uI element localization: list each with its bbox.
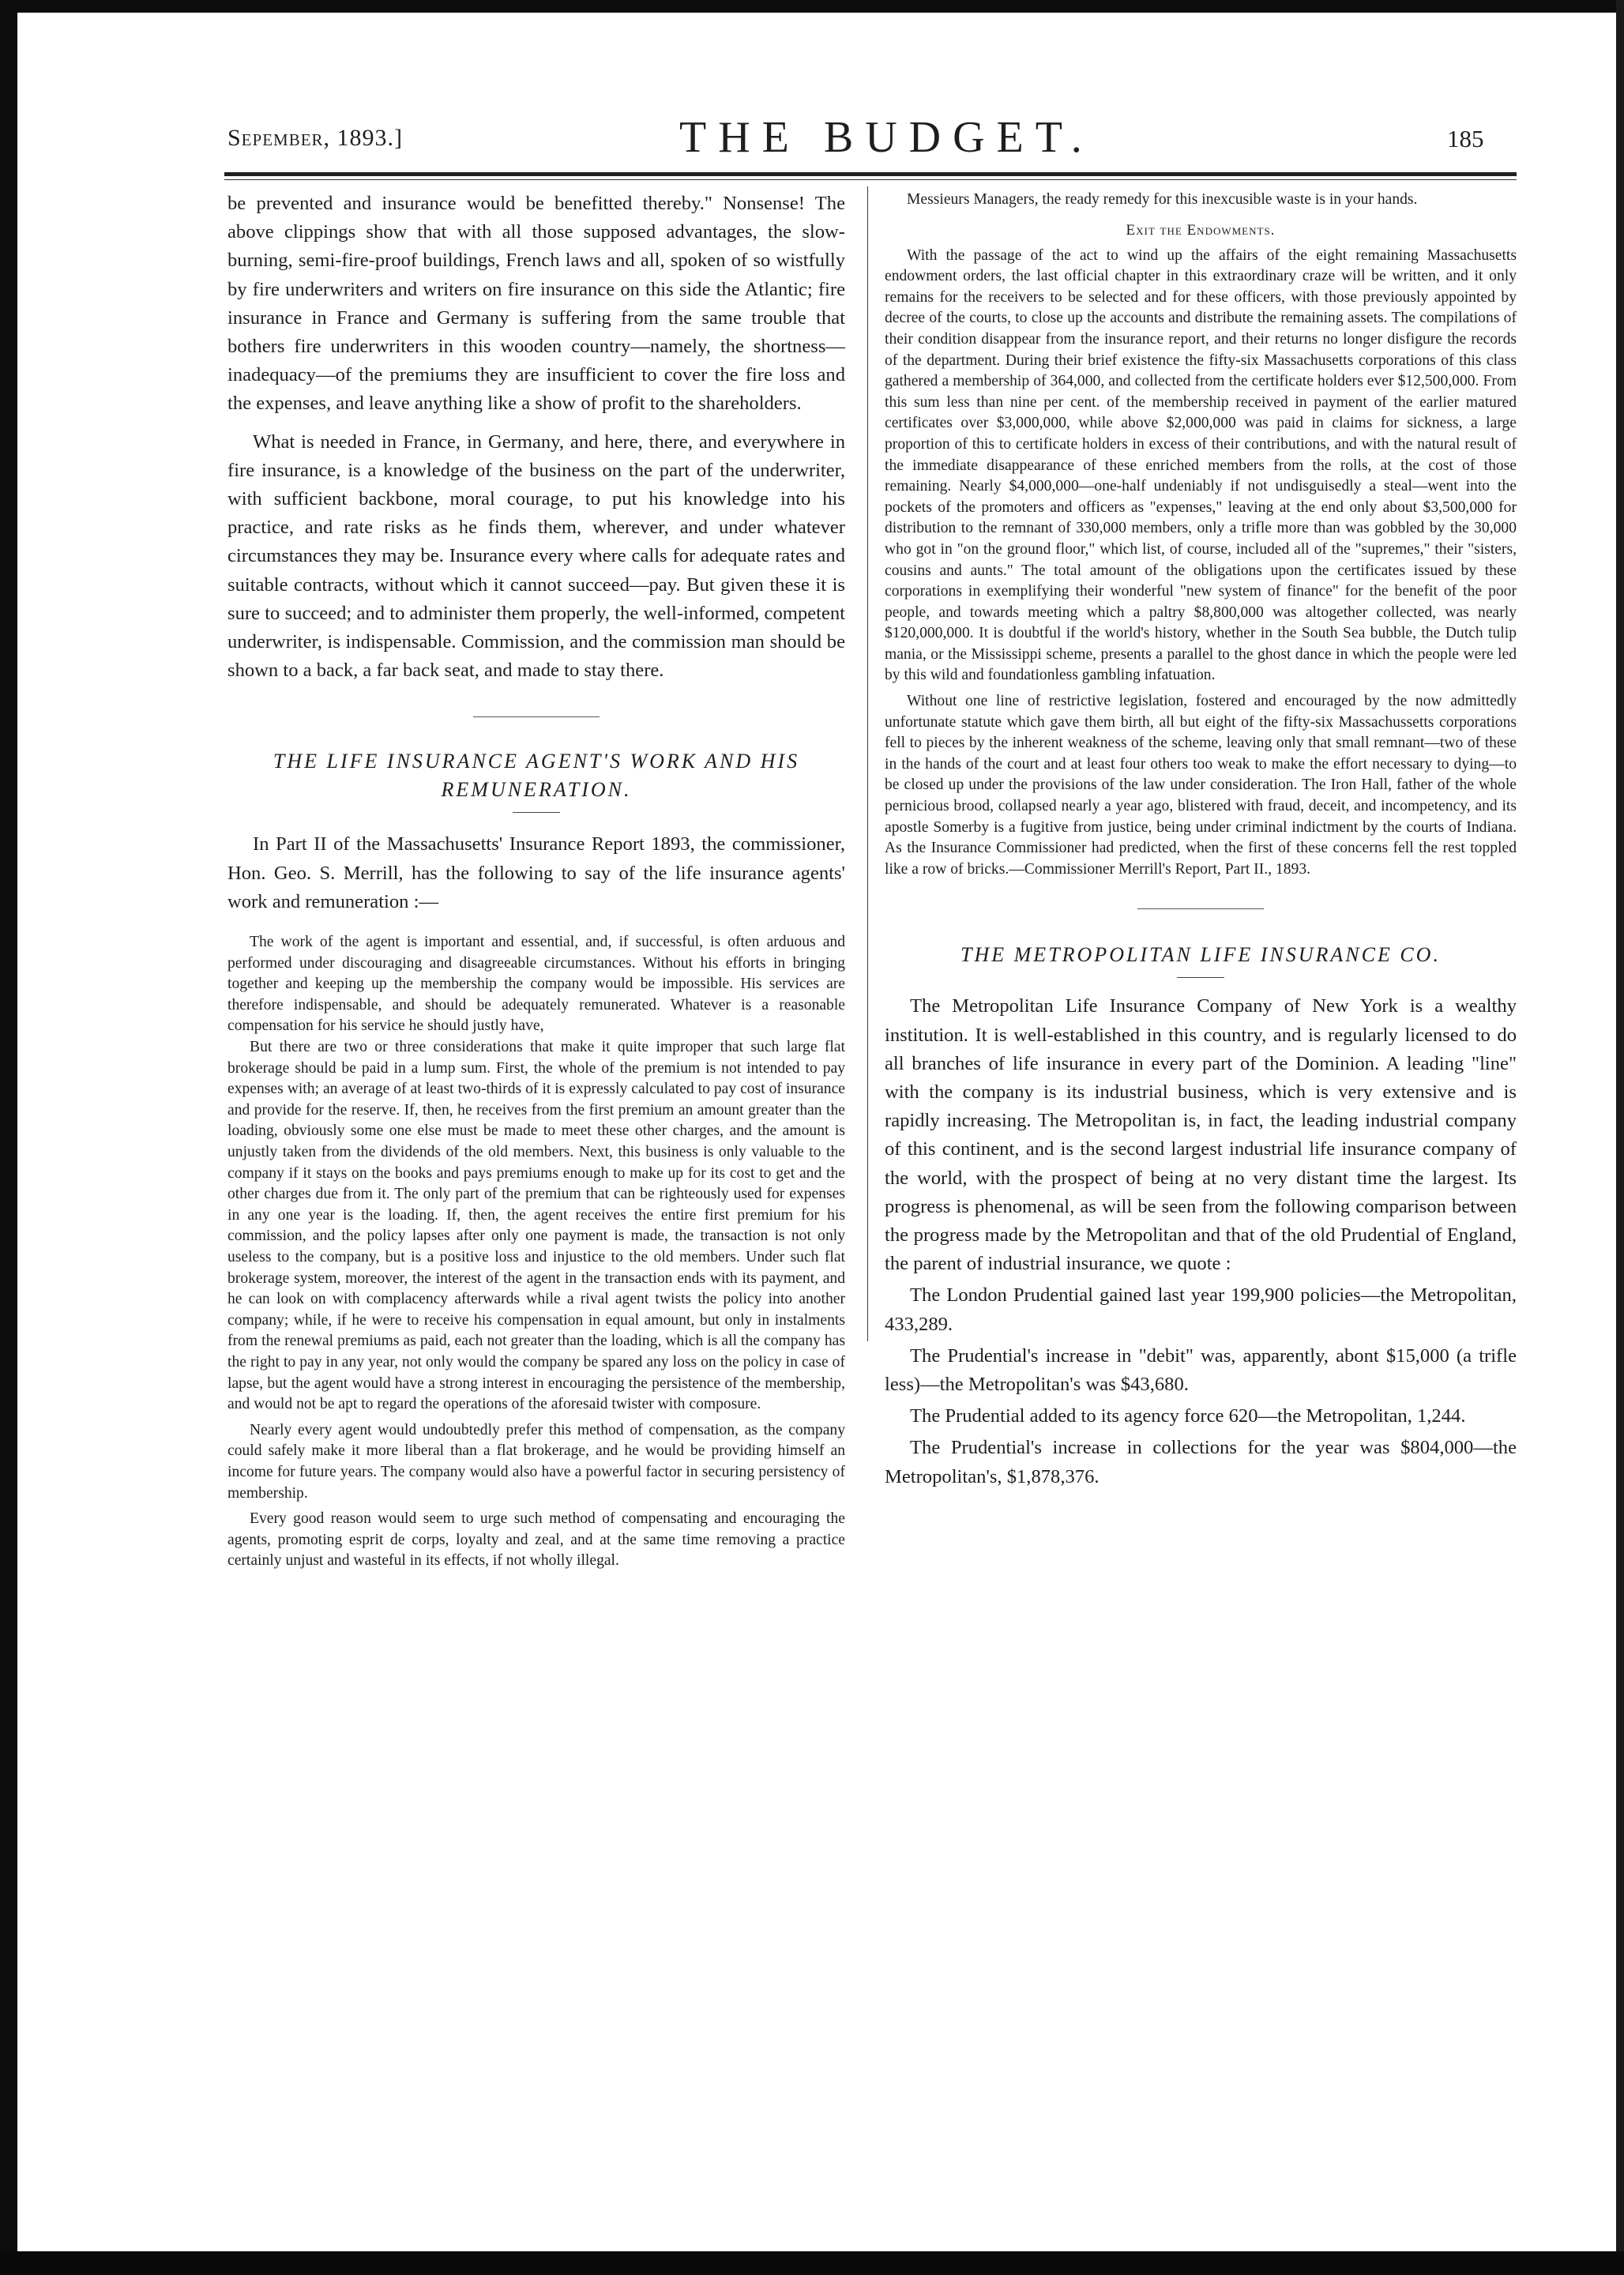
fire-insurance-paragraph-2: What is needed in France, in Germany, and here, there, and everywhere in fire insurance, is a knowledge of the business on the part of the underwriter, with sufficient backbone, moral courage, to put his knowledge into his practice, and rate risks as he finds them, wherever, and under whatever circumstances they may be. Insurance every where calls for adequate rates and suitable contracts, without which it cannot succeed—pay. But given these it is sure to succeed; and to administer them properly, the well-informed, competent underwriter, is indispensable. Commission, and the commission man should be shown to a back, a far back seat, and made to stay there.: [227, 431, 845, 682]
endowments-paragraph: With the passage of the act to wind up the affairs of the eight remaining Massachusetts endowment orders, the last official chapter in this extraordinary craze will be written, and it only remains for the receivers to be selected and for these officers, with those previously appointed by decree of the courts, to close up the accounts and distribute the remaining assets. The compilations of their condition disappear from the insurance report, and their returns no longer disfigure the records of the department. During their brief existence the fifty-six Massachusetts corporations of this class gathered a membership of 364,000, and collected from the certificate holders ever $12,500,000. From this sum less than nine per cent. of the membership received in payment of the earlier matured certificates over $3,000,000, while above $2,000,000 was paid in claims for sickness, a large proportion of this to certificate holders in excess of their contributions, and with the natural result of the immediate disappearance of these enriched members from the rolls, at the cost of those remaining. Nearly $4,000,000—one-half undeniably if not undisguisedly a steal—went into the pockets of the promoters and officers as "expenses," leaving at the end only about $3,500,000 for distribution to the remnant of 330,000 members, only a trifle more than was gobbled by the 30,000 who got in "on the ground floor," which list, of course, included all of the "supremes," their "sisters, cousins and aunts." The total amount of the obligations upon the certificates issued by these corporations in exemplifying their wonderful "new system of finance" for the benefit of the poor people, and towards meeting which a paltry $8,800,000 was altogether collected, was nearly $120,000,000. It is doubtful if the world's history, whether in the South Sea bubble, the Dutch tulip mania, or the Mississippi scheme, presents a parallel to the ghost dance in which the people were led by this wild and foundationless gambling infatuation.: [885, 246, 1517, 684]
header-rule: [224, 172, 1517, 176]
fire-insurance-paragraph: be prevented and insurance would be benefitted thereby." Nonsense! The above clippings show that with all those supposed advantages, the slow-burning, semi-fire-proof buildings, French laws and all, spoken of so wistfully by fire underwriters and writers on fire insurance on this side the Atlantic; fire insurance in France and Germany is suffering from the same trouble that bothers fire underwriters in this wooden country—namely, the shortness—inadequacy—of the premiums they are insufficient to cover the fire loss and the expenses, and leave anything like a show of profit to the shareholders.: [227, 193, 845, 415]
managers-paragraph: Messieurs Managers, the ready remedy for this inexcusible waste is in your hands.: [907, 191, 1418, 208]
subheading-endowments: Exit the Endowments.: [1126, 221, 1276, 239]
header-rule-thin: [224, 179, 1517, 180]
column-divider: [867, 186, 868, 1341]
article-heading-metropolitan: THE METROPOLITAN LIFE INSURANCE CO.: [960, 943, 1441, 967]
quote-paragraph: Every good reason would seem to urge such method of compensating and encouraging the agents, promoting esprit de corps, loyalty and zeal, and at the same time removing a practice certainly unjust and wasteful in its effects, if not wholly illegal.: [227, 1510, 845, 1570]
left-column: [227, 190, 845, 1572]
scan-border-top: [0, 0, 1624, 13]
metropolitan-paragraph: The Metropolitan Life Insurance Company of New York is a wealthy institution. It is well-established in this country, and is regularly licensed to do all branches of life insurance in every part of the Dominion. A leading "line" with the company is its industrial business, which is very extensive and is rapidly increasing. The Metropolitan is, in fact, the leading industrial company of this continent, and is the second largest industrial life insurance company of the world, with the prospect of being at no very distant time the largest. Its progress is phenomenal, as will be seen from the following comparison between the progress made by the Metropolitan and that of the old Prudential of England, the parent of industrial insurance, we quote :: [885, 995, 1517, 1275]
comparison-line: The Prudential's increase in "debit" was, apparently, abont $15,000 (a trifle less)—the Metropolitan's was $43,680.: [885, 1344, 1517, 1396]
quote-paragraph: But there are two or three considerations that make it quite improper that such large flat brokerage should be paid in a lump sum. First, the whole of the premium is not intended to pay expenses with; an average of at least two-thirds of it is expressly calculated to pay cost of insurance and provide for the reserve. If, then, he receives from the first premium an amount greater than the loading, obviously some one else must be made to meet these other charges, and the amount is unjustly taken from the dividends of the old members. Next, this business is only valuable to the company if it stays on the books and pays premiums enough to make up for its cost to get and the other charges due from it. The only part of the premium that can be righteously used for expenses in any one year is the loading. If, then, the agent receives the entire first premium for his commission, and the policy lapses after only one payment is made, the transaction is not only useless to the company, but is a positive loss and injustice to the old members. Under such flat brokerage system, moreover, the interest of the agent in the transaction ends with its payment, and he can look on with complacency afterwards while a rival agent twists the policy into another company; while, if he were to receive his compensation in equal amount, but only in instalments from the renewal premiums as paid, each not greater than the loading, which is all the company has the right to pay in any year, not only would the company be spared any loss on the policy in case of lapse, but the agent would have a strong interest in encouraging the persistence of the membership, and would not be apt to regard the operations of the aforesaid twister with composure.: [227, 1039, 845, 1413]
page-number: 185: [1447, 125, 1484, 152]
right-column: [885, 190, 1517, 1491]
article-heading-agents: THE LIFE INSURANCE AGENT'S WORK AND HIS REMUNERATION.: [273, 750, 800, 802]
running-head-date: Sepember, 1893.]: [227, 125, 404, 151]
scan-border-right: [1616, 0, 1624, 2275]
comparison-line: The London Prudential gained last year 199,900 policies—the Metropolitan, 433,289.: [885, 1284, 1517, 1335]
quote-paragraph: Nearly every agent would undoubtedly prefer this method of compensation, as the company could safely make it more liberal than a flat brokerage, and he would be providing himself an income for future years. The company would also have a powerful factor in securing persistency of membership.: [227, 1421, 845, 1502]
comparison-line: The Prudential's increase in collections for the year was $804,000—the Metropolitan's, $1,878,376.: [885, 1437, 1517, 1487]
comparison-line: The Prudential added to its agency force 620—the Metropolitan, 1,244.: [910, 1405, 1466, 1427]
endowments-paragraph-2: Without one line of restrictive legislation, fostered and encouraged by the now admittedly unfortunate statute which gave them birth, all but eight of the fifty-six Massachussetts corporations fell to pieces by the inherent weakness of the scheme, leaving only that small remnant—two of these in the hands of the court and at least four others too weak to make the effort necessary to dying—to be closed up under the provisions of the law under consideration. The Iron Hall, father of the whole pernicious brood, collapsed nearly a year ago, blistered with fraud, deceit, and incompetency, and its apostle Somerby is a fugitive from justice, being under criminal indictment by the courts of Indiana. As the Insurance Commissioner had predicted, when the first of these concerns fell the rest toppled like a row of bricks.—Commissioner Merrill's Report, Part II., 1893.: [885, 693, 1517, 878]
masthead-title: THE BUDGET.: [679, 113, 1094, 162]
scan-border-bottom: [0, 2251, 1624, 2275]
intro-paragraph: In Part II of the Massachusetts' Insurance Report 1893, the commissioner, Hon. Geo. S. Merrill, has the following to say of the life insurance agents' work and remuneration :—: [227, 833, 845, 912]
scan-border-left: [0, 0, 17, 2275]
quote-paragraph: The work of the agent is important and essential, and, if successful, is often arduous and performed under discouraging and disagreeable circumstances. Without his efforts in bringing together and keeping up the membership the company would be impossible. His services are therefore indispensable, and should be adequately remunerated. Whatever is a reasonable compensation for his service he should justly have,: [227, 934, 845, 1035]
